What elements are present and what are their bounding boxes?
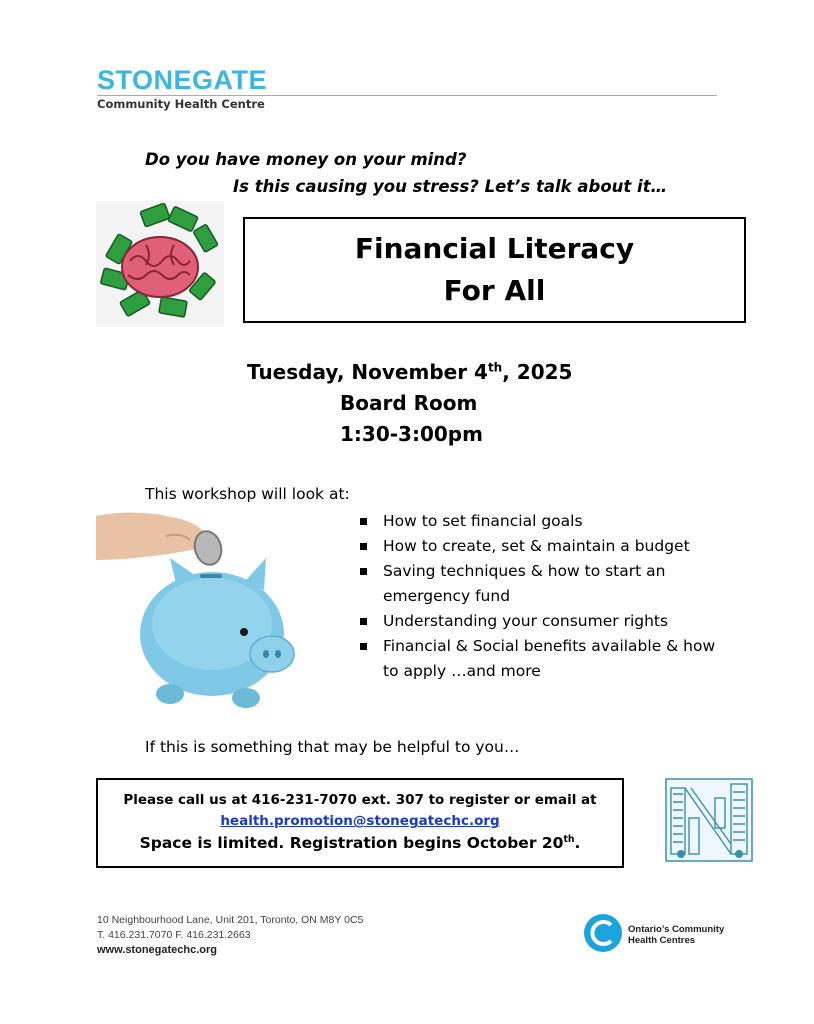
space-limited-sup: th — [563, 833, 575, 845]
header-divider — [97, 95, 717, 96]
event-title-line-1: Financial Literacy — [354, 232, 635, 265]
event-date — [247, 357, 572, 387]
partner-logo-text — [628, 924, 724, 946]
event-title-line-2: For All — [443, 274, 546, 307]
footer-website[interactable]: www.stonegatechc.org — [97, 944, 218, 956]
event-time: 1:30-3:00pm — [340, 422, 483, 446]
event-location: Board Room — [340, 391, 478, 415]
event-date-year: , 2025 — [502, 360, 573, 384]
list-item: Saving techniques & how to start an emergency fund — [360, 559, 720, 609]
tagline-question-2: Is this causing you stress? Let’s talk about it… — [233, 177, 668, 196]
och-circle-logo-icon — [583, 913, 623, 953]
space-limited-text: Space is limited. Registration begins October 20 — [139, 834, 564, 852]
city-n-logo-icon — [665, 778, 753, 862]
tagline-question-1: Do you have money on your mind? — [145, 150, 467, 169]
partner-logo-line-2: Health Centres — [628, 935, 696, 946]
org-logo-name: STONEGATE — [97, 65, 268, 95]
event-date-suffix-sup: th — [487, 360, 503, 375]
space-limited-period: . — [574, 834, 581, 852]
org-logo-subtitle: Community Health Centre — [97, 97, 265, 111]
piggy-bank-icon — [96, 506, 320, 725]
registration-instructions: Please call us at 416-231-7070 ext. 307 to register or email at — [123, 792, 597, 808]
partner-logo-line-1: Ontario’s Community — [628, 924, 725, 935]
footer-phone-fax: T. 416.231.7070 F. 416.231.2663 — [97, 929, 251, 941]
list-item: Understanding your consumer rights — [360, 609, 720, 634]
brain-with-money-icon — [96, 201, 224, 327]
workshop-topics-list — [360, 509, 720, 684]
registration-email-link[interactable]: health.promotion@stonegatechc.org — [220, 813, 500, 829]
list-item: Financial & Social benefits available & how to apply …and more — [360, 634, 720, 684]
workshop-intro: This workshop will look at: — [145, 485, 350, 503]
event-date-prefix: Tuesday, November 4 — [247, 360, 488, 384]
event-title-box — [243, 217, 746, 323]
space-limited-notice — [98, 831, 622, 855]
footer-address: 10 Neighbourhood Lane, Unit 201, Toronto, ON M8Y 0C5 — [97, 914, 364, 926]
helpful-text: If this is something that may be helpful to you… — [145, 738, 520, 756]
list-item: How to create, set & maintain a budget — [360, 534, 720, 559]
registration-box — [96, 778, 624, 868]
list-item: How to set financial goals — [360, 509, 720, 534]
